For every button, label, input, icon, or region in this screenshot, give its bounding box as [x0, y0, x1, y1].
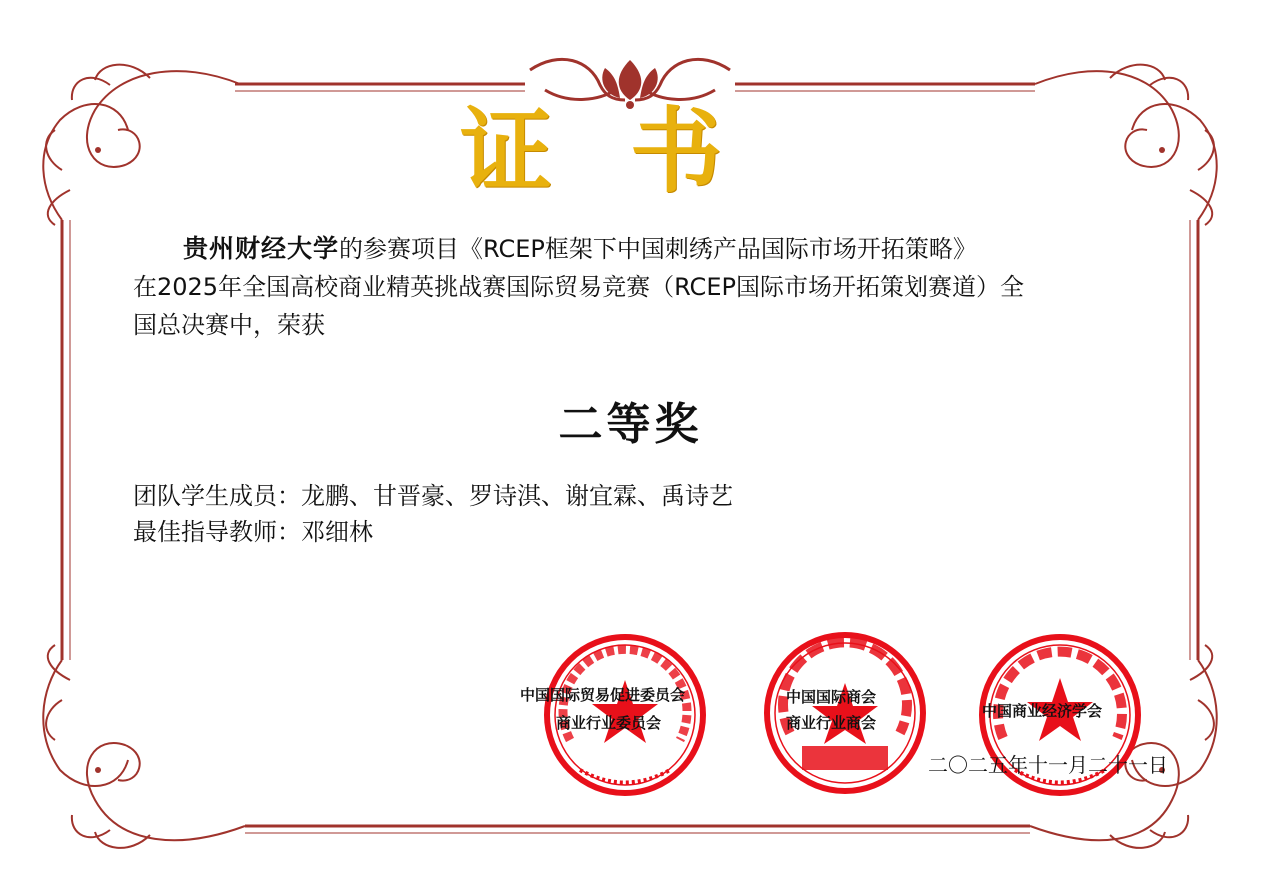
seal-2-line-1: 中国国际商会: [786, 688, 877, 706]
project-text: 的参赛项目《RCEP框架下中国刺绣产品国际市场开拓策略》: [339, 235, 977, 263]
advisor-teacher: 最佳指导教师：邓细林: [133, 518, 373, 546]
team-members: 团队学生成员：龙鹏、甘晋豪、罗诗淇、谢宜霖、禹诗艺: [133, 482, 733, 510]
body-line-3: 国总决赛中，荣获: [133, 311, 325, 339]
body-line-1: [133, 230, 1133, 268]
certificate-body: [133, 230, 1133, 344]
seal-3-line-1: 中国商业经济学会: [982, 702, 1103, 720]
seal-1-line-2: 商业行业委员会: [556, 714, 662, 732]
issue-date: 二〇二五年十一月二十一日: [928, 753, 1168, 777]
school-name: 贵州财经大学: [183, 234, 340, 263]
certificate-title: 证书: [459, 97, 800, 205]
body-line-2: 在2025年全国高校商业精英挑战赛国际贸易竞赛（RCEP国际市场开拓策划赛道）全: [133, 273, 1024, 301]
member-list: [133, 478, 733, 550]
seal-1-line-1: 中国国际贸易促进委员会: [520, 686, 686, 704]
seal-2-line-2: 商业行业商会: [786, 714, 877, 732]
award-title: 二等奖: [558, 399, 703, 450]
